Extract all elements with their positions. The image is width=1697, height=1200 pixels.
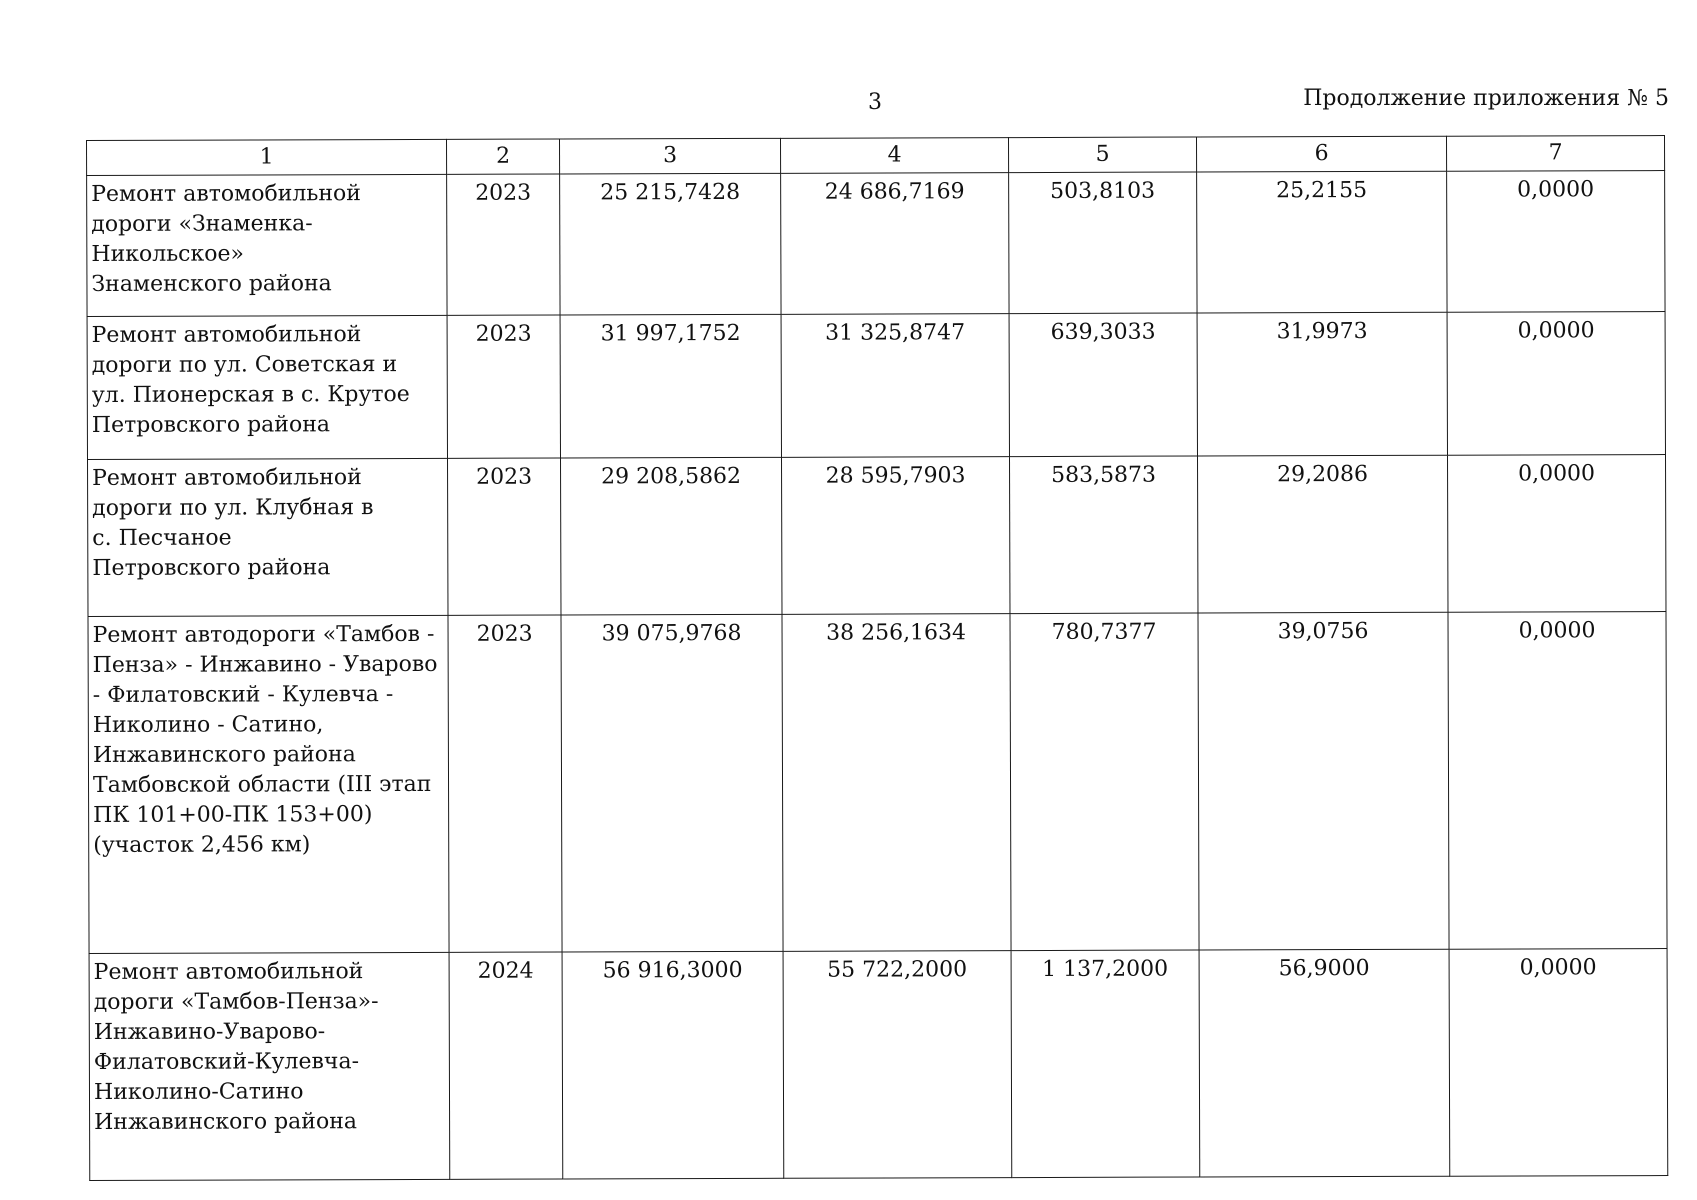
column-header: 3 xyxy=(559,138,780,174)
year-cell: 2023 xyxy=(448,615,562,952)
page-number: 3 xyxy=(868,90,882,115)
value-cell: 28 595,7903 xyxy=(782,457,1010,615)
object-name-cell: Ремонт автомобильной дороги «Знаменка- Никольское» Знаменского района xyxy=(87,174,447,316)
table-row xyxy=(89,949,1668,1181)
table-row xyxy=(88,612,1667,954)
year-cell: 2023 xyxy=(447,315,560,458)
value-cell: 39 075,9768 xyxy=(561,614,783,952)
value-cell: 31 325,8747 xyxy=(781,314,1009,458)
value-cell: 39,0756 xyxy=(1198,612,1449,950)
value-cell: 583,5873 xyxy=(1009,456,1197,614)
column-header: 2 xyxy=(446,139,559,174)
appendix-table xyxy=(86,135,1668,1181)
value-cell: 56,9000 xyxy=(1199,949,1450,1177)
value-cell: 31 997,1752 xyxy=(560,314,781,458)
object-name-cell: Ремонт автомобильной дороги «Тамбов-Пенза»- Инжавино-Уварово- Филатовский-Кулевча- Николино-Сатино Инжавинского района xyxy=(89,952,450,1180)
value-cell: 0,0000 xyxy=(1447,312,1665,456)
value-cell: 639,3033 xyxy=(1009,313,1197,457)
value-cell: 25,2155 xyxy=(1197,171,1447,313)
year-cell: 2024 xyxy=(449,952,563,1179)
value-cell: 56 916,3000 xyxy=(562,951,784,1179)
table-row xyxy=(88,455,1666,617)
column-header: 1 xyxy=(87,139,447,175)
value-cell: 29,2086 xyxy=(1197,455,1447,613)
column-number-header-row xyxy=(87,136,1665,176)
table-row xyxy=(87,312,1665,460)
value-cell: 503,8103 xyxy=(1009,172,1197,314)
value-cell: 38 256,1634 xyxy=(782,614,1011,952)
value-cell: 0,0000 xyxy=(1447,455,1665,613)
value-cell: 0,0000 xyxy=(1449,949,1668,1177)
column-header: 6 xyxy=(1196,136,1446,172)
value-cell: 29 208,5862 xyxy=(561,457,782,615)
object-name-cell: Ремонт автомобильной дороги по ул. Клубная в с. Песчаное Петровского района xyxy=(88,458,448,616)
object-name-cell: Ремонт автодороги «Тамбов - Пенза» - Инжавино - Уварово - Филатовский - Кулевча - Николино - Сатино, Инжавинского района Тамбовской области (III этап ПК 101+00-ПК 153+00) (участок 2,456 км) xyxy=(88,615,449,953)
column-header: 7 xyxy=(1446,136,1664,172)
year-cell: 2023 xyxy=(447,174,560,315)
column-header: 5 xyxy=(1008,137,1196,173)
value-cell: 0,0000 xyxy=(1447,171,1665,313)
value-cell: 25 215,7428 xyxy=(560,173,781,315)
value-cell: 24 686,7169 xyxy=(781,173,1009,315)
column-header: 4 xyxy=(780,138,1008,174)
year-cell: 2023 xyxy=(448,458,561,615)
value-cell: 55 722,2000 xyxy=(783,951,1012,1179)
value-cell: 0,0000 xyxy=(1448,612,1667,950)
appendix-continuation-label: Продолжение приложения № 5 xyxy=(1303,86,1669,111)
value-cell: 31,9973 xyxy=(1197,312,1447,456)
value-cell: 780,7377 xyxy=(1010,613,1199,951)
table-row xyxy=(87,171,1665,317)
value-cell: 1 137,2000 xyxy=(1011,950,1200,1178)
object-name-cell: Ремонт автомобильной дороги по ул. Советская и ул. Пионерская в с. Крутое Петровского района xyxy=(87,315,447,459)
